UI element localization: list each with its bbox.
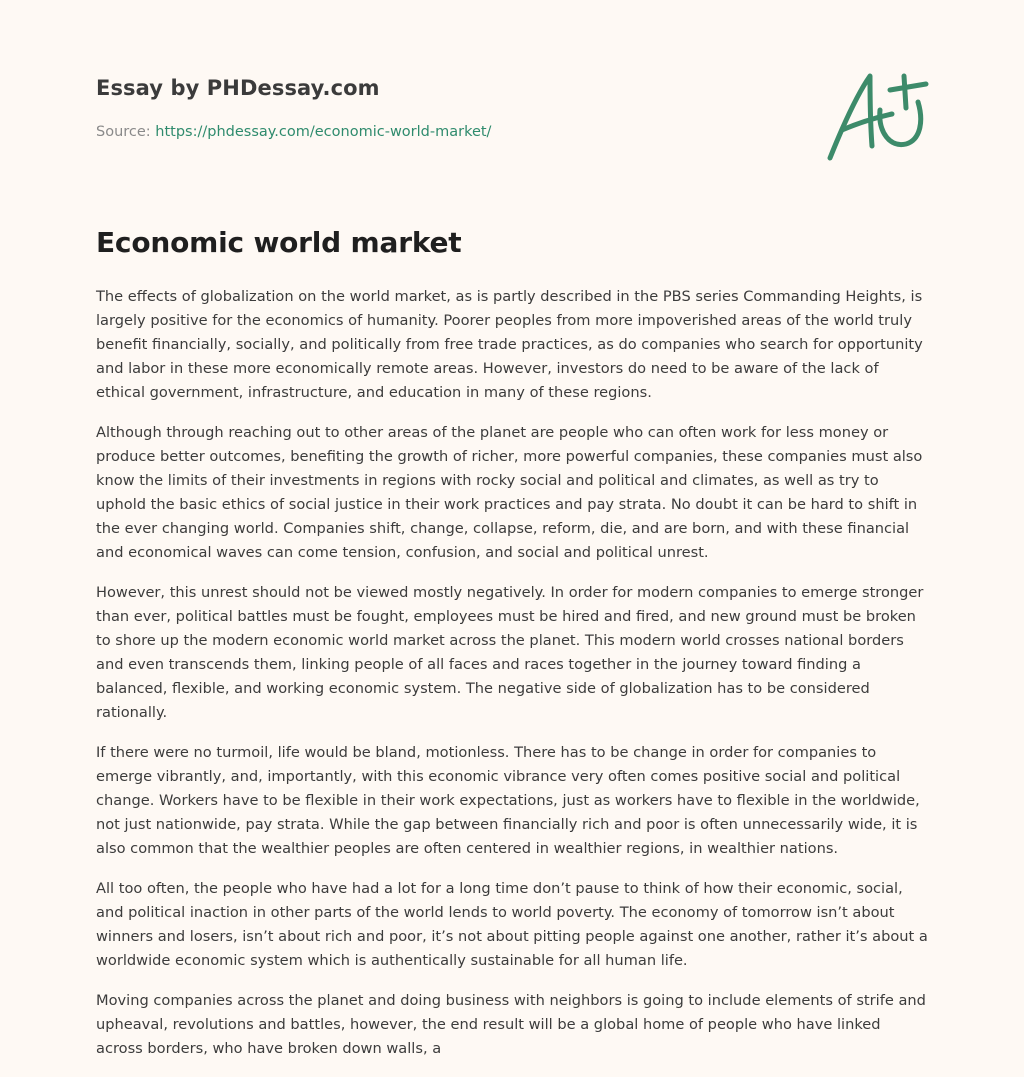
essay-paragraph: If there were no turmoil, life would be bland, motionless. There has to be change in order for companies to emerge vibrantly, and, importantly, with this economic vibrance very often comes positive social and political change. Workers have to be flexible in their work expectations, just as workers have to flexible in the worldwide, not just nationwide, pay strata. While the gap between financially rich and poor is often unnecessarily wide, it is also common that the wealthier peoples are often centered in wealthier regions, in wealthier nations. — [96, 744, 920, 857]
essay-title: Economic world market — [96, 226, 462, 259]
essay-body — [96, 285, 928, 1077]
source-label: Source: — [96, 124, 156, 140]
essay-paragraph: All too often, the people who have had a lot for a long time don’t pause to think of how their economic, social, and political inaction in other parts of the world lends to world poverty. The economy of tomorrow isn’t about winners and losers, isn’t about rich and poor, it’s not about pitting people against one another, rather it’s about a worldwide economic system which is authentically sustainable for all human life. — [96, 880, 928, 969]
source-link[interactable]: https://phdessay.com/economic-world-market/ — [155, 124, 492, 140]
essay-paragraph: Although through reaching out to other areas of the planet are people who can often work for less money or produce better outcomes, benefiting the growth of richer, more powerful companies, these companies must also know the limits of their investments in regions with rocky social and political and climates, as well as try to uphold the basic ethics of social justice in their work practices and pay strata. No doubt it can be hard to shift in the ever changing world. Companies shift, change, collapse, reform, die, and are born, and with these financial and economical waves can come tension, confusion, and social and political unrest. — [96, 424, 923, 561]
source-line — [96, 124, 491, 140]
essay-paragraph: Moving companies across the planet and doing business with neighbors is going to include elements of strife and upheaval, revolutions and battles, however, the end result will be a global home of people who have linked across borders, who have broken down walls, a — [96, 992, 926, 1057]
essay-paragraph: The effects of globalization on the world market, as is partly described in the PBS series Commanding Heights, is largely positive for the economics of humanity. Poorer peoples from more impoverished areas of the world truly benefit financially, socially, and politically from free trade practices, as do companies who search for opportunity and labor in these more economically remote areas. However, investors do need to be aware of the lack of ethical government, infrastructure, and education in many of these regions. — [96, 288, 923, 401]
site-title: Essay by PHDessay.com — [96, 76, 380, 100]
essay-paragraph: However, this unrest should not be viewed mostly negatively. In order for modern companies to emerge stronger than ever, political battles must be fought, employees must be hired and fired, and new ground must be broken to shore up the modern economic world market across the planet. This modern world crosses national borders and even transcends them, linking people of all faces and races together in the journey toward finding a balanced, flexible, and working economic system. The negative side of globalization has to be considered rationally. — [96, 584, 924, 721]
a-plus-logo-icon — [826, 68, 930, 164]
